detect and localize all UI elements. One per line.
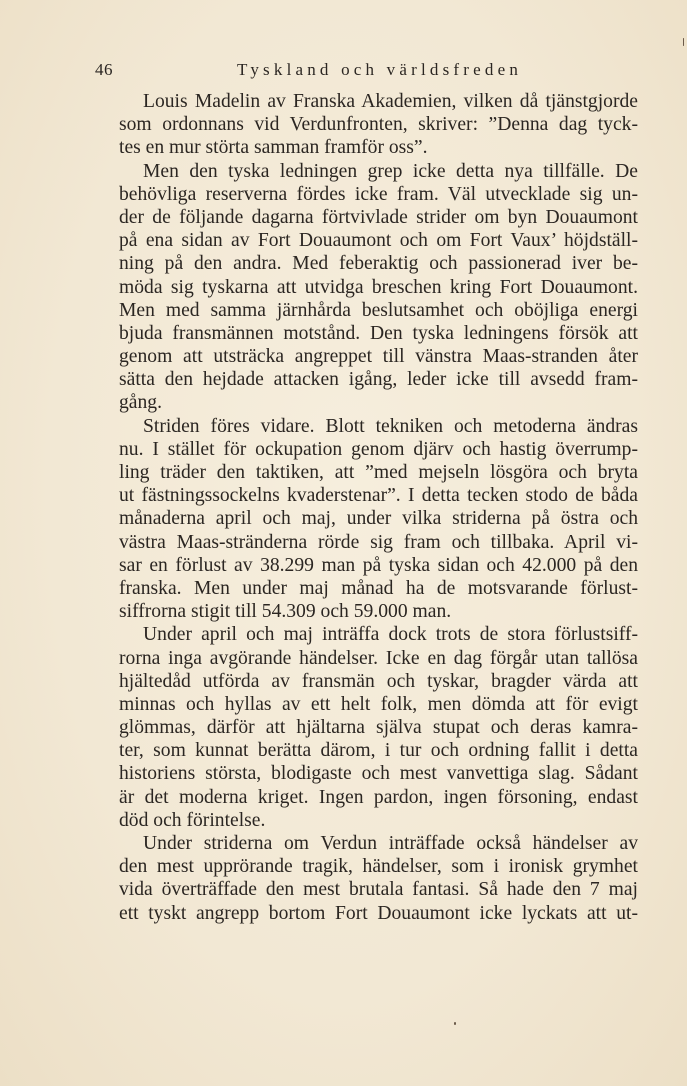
- text-line: ett tyskt angrepp bortom Fort Douaumont icke lyckats att ut-: [119, 902, 638, 924]
- text-line: franska. Men under maj månad ha de motsvarande förlust-: [119, 577, 638, 599]
- paragraph-2: [95, 160, 638, 415]
- text-line: der de följande dagarna förtvivlade strider om byn Douaumont: [119, 206, 638, 228]
- text-line: sätta den hejdade attacken igång, leder icke till avsedd fram-: [119, 369, 638, 391]
- text-line: Under april och maj inträffa dock trots de stora förlustsiff-: [143, 624, 638, 646]
- text-line: ling träder den taktiken, att ”med mejseln lösgöra och bryta: [119, 462, 638, 483]
- text-line: bjuda fransmännen motstånd. Den tyska ledningens försök att: [119, 322, 638, 344]
- text-line: vida överträffade den mest brutala fantasi. Så hade den 7 maj: [119, 879, 638, 901]
- text-line: ning på den andra. Med feberaktig och passionerad iver be-: [119, 253, 638, 275]
- text-line: gång.: [119, 392, 162, 414]
- text-line: den mest upprörande tragik, händelser, som i ironisk grymhet: [119, 856, 638, 878]
- page-number: 46: [95, 60, 113, 79]
- running-title: Tyskland och världsfreden: [236, 60, 523, 79]
- text-line: historiens största, blodigaste och mest vanvettiga slag. Sådant: [119, 763, 638, 785]
- paragraph-3: [95, 415, 638, 624]
- paper-speck: [683, 38, 684, 46]
- text-line: västra Maas-stränderna rörde sig fram och tillbaka. April vi-: [119, 531, 638, 553]
- text-line: sar en förlust av 38.299 man på tyska sidan och 42.000 på den: [119, 554, 638, 576]
- text-line: Men med samma järnhårda beslutsamhet och oböjliga energi: [119, 299, 638, 321]
- text-line: månaderna april och maj, under vilka striderna på östra och: [119, 508, 638, 530]
- text-line: möda sig tyskarna att utvidga breschen kring Fort Douaumont.: [119, 276, 638, 298]
- paragraph-1: [95, 90, 638, 160]
- text-line: Striden föres vidare. Blott tekniken och metoderna ändras: [143, 415, 638, 437]
- text-line: minnas och hyllas av ett helt folk, men dömda att för evigt: [119, 693, 638, 715]
- text-line: glömmas, därför att hjältarna själva stupat och deras kamra-: [119, 717, 638, 739]
- text-line: nu. I stället för ockupation genom djärv och hastig överrump-: [119, 438, 638, 460]
- text-line: är det moderna kriget. Ingen pardon, ingen försoning, endast: [119, 786, 638, 808]
- text-line: siffrorna stigit till 54.309 och 59.000 man.: [119, 601, 452, 623]
- paper-speck: [454, 1022, 456, 1025]
- text-line: död och förintelse.: [119, 809, 266, 831]
- text-line: Men den tyska ledningen grep icke detta nya tillfälle. De: [143, 160, 638, 182]
- text-line: ut fästningssockelns kvaderstenar”. I detta tecken stodo de båda: [119, 485, 638, 507]
- text-line: på ena sidan av Fort Douaumont och om Fort Vaux’ höjdställ-: [119, 230, 638, 252]
- paragraph-4: [95, 623, 638, 832]
- text-line: ter, som kunnat berätta därom, i tur och ordning fallit i detta: [119, 740, 638, 762]
- text-line: Under striderna om Verdun inträffade också händelser av: [143, 833, 638, 854]
- text-line: rorna inga avgörande händelser. Icke en dag förgår utan tallösa: [119, 647, 638, 669]
- paragraph-5: [95, 832, 638, 925]
- page-header: [95, 60, 638, 86]
- text-line: genom att utsträcka angreppet till vänstra Maas-stranden åter: [119, 346, 638, 368]
- text-line: Louis Madelin av Franska Akademien, vilken då tjänstgjorde: [143, 91, 638, 112]
- text-line: behövliga reserverna fördes icke fram. Väl utvecklade sig un-: [119, 183, 638, 205]
- text-line: som ordonnans vid Verdunfronten, skriver: ”Denna dag tyck-: [119, 114, 638, 136]
- text-line: hjältedåd utförda av fransmän och tyskar, bragder värda att: [119, 670, 638, 692]
- text-line: tes en mur störta samman framför oss”.: [119, 137, 428, 159]
- body-text: [95, 90, 638, 925]
